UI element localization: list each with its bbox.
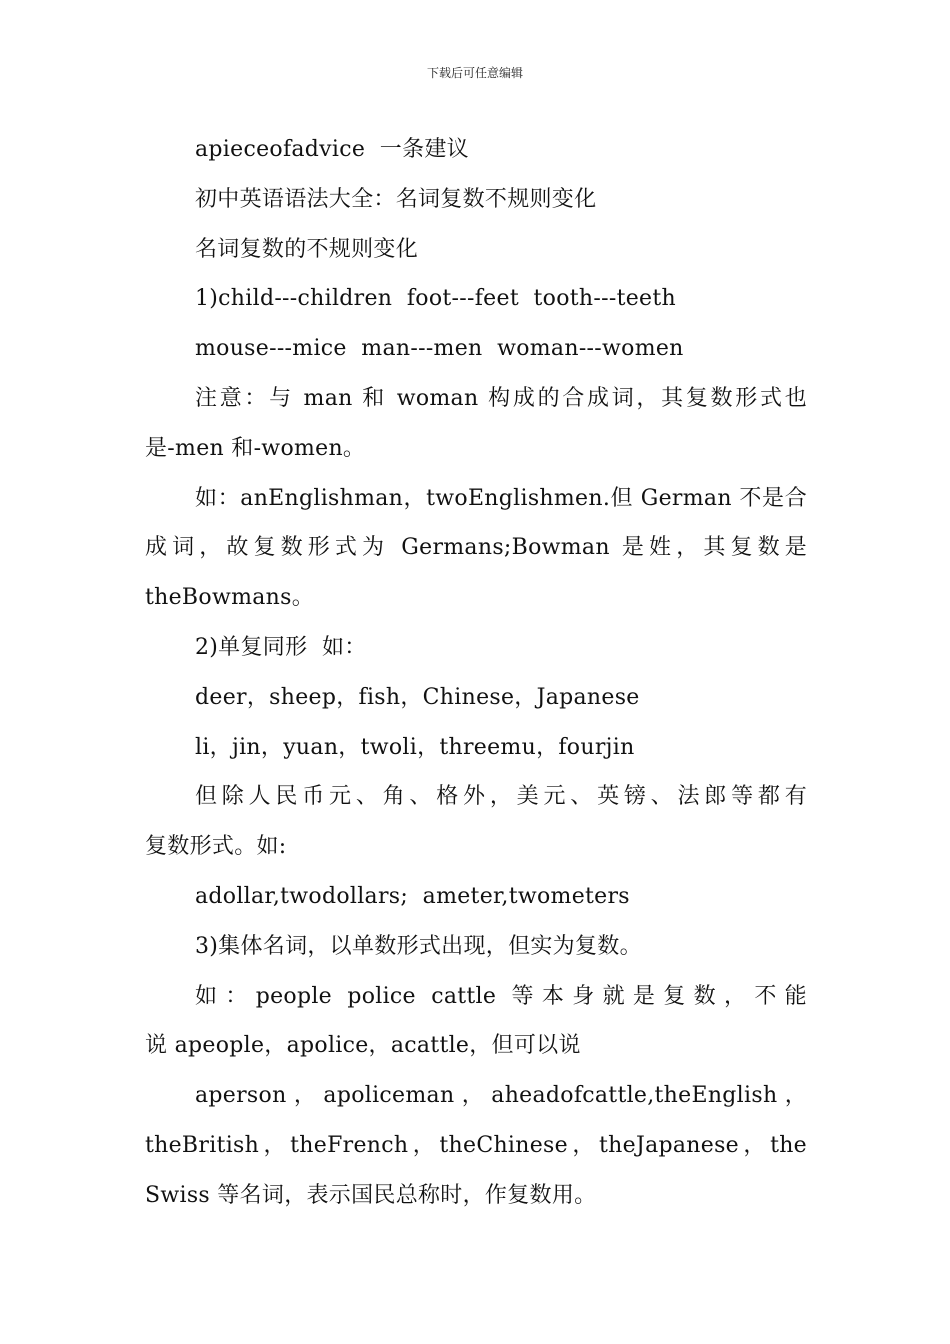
document-body <box>145 125 807 1221</box>
text-line: 复数形式。如: <box>145 834 287 860</box>
text-line: theBritish，theFrench，theChinese，theJapanese，the <box>145 1132 807 1158</box>
text-line: 1)child---children foot---feet tooth---teeth <box>195 286 676 312</box>
text-line: Swiss 等名词，表示国民总称时，作复数用。 <box>145 1182 597 1208</box>
text-line: deer，sheep，fish，Chinese，Japanese <box>195 684 640 710</box>
text-line: apieceofadvice 一条建议 <box>195 137 469 162</box>
text-line: 名词复数的不规则变化 <box>195 236 419 262</box>
text-line: aperson，apoliceman，aheadofcattle,theEnglish， <box>195 1083 807 1109</box>
text-line: 3)集体名词，以单数形式出现，但实为复数。 <box>195 933 642 959</box>
text-line: 但除人民币元、角、格外，美元、英镑、法郎等都有 <box>195 784 807 810</box>
text-line: li，jin，yuan，twoli，threemu，fourjin <box>195 734 635 760</box>
text-line: 说 apeople，apolice，acattle，但可以说 <box>145 1033 581 1059</box>
text-line: theBowmans。 <box>145 585 315 611</box>
page-header-note: 下载后可任意编辑 <box>426 66 523 80</box>
text-line: 成词，故复数形式为 Germans;Bowman 是姓，其复数是 <box>145 535 807 561</box>
text-line: 注意：与 man 和 woman 构成的合成词，其复数形式也 <box>195 385 807 411</box>
text-line: 如：anEnglishman，twoEnglishmen.但 German 不是合 <box>195 485 807 511</box>
text-line: mouse---mice man---men woman---women <box>195 336 684 362</box>
text-line: 如：people police cattle 等本身就是复数，不能 <box>195 983 807 1009</box>
text-line: 2)单复同形 如： <box>195 634 367 660</box>
text-line: 是-men 和-women。 <box>145 435 366 461</box>
text-line: adollar,twodollars; ameter,twometers <box>195 883 630 909</box>
text-line: 初中英语语法大全：名词复数不规则变化 <box>195 186 597 212</box>
